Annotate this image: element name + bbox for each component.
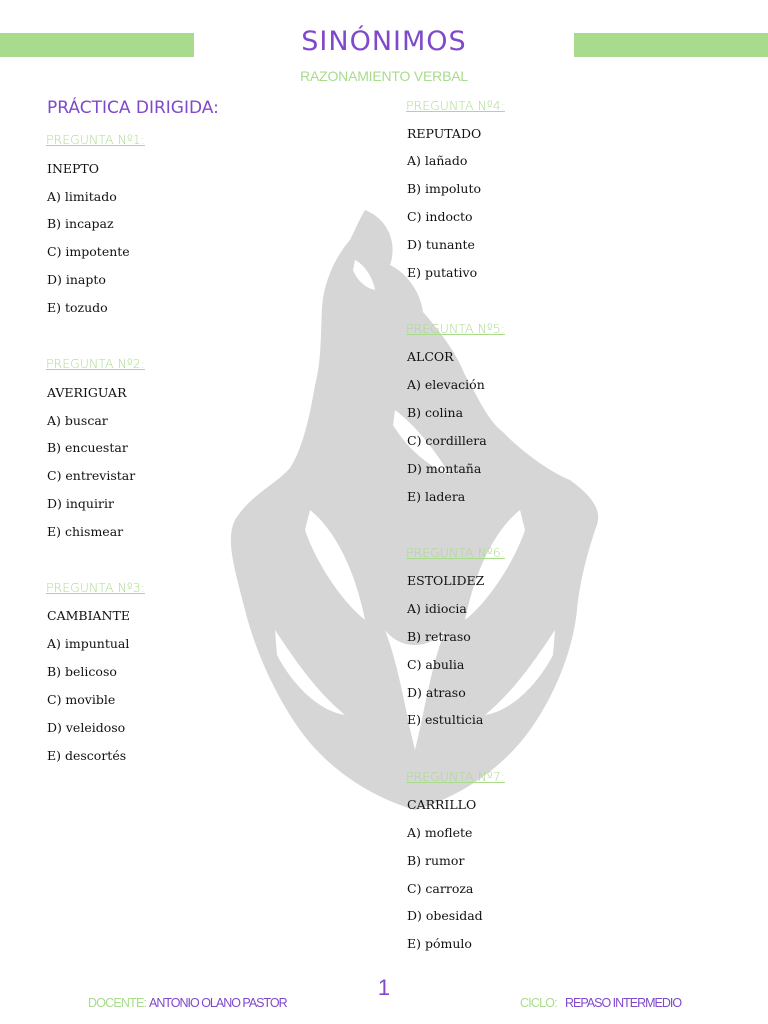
page-number: 1 <box>377 975 391 1000</box>
question-3-option-e: E) descortés <box>47 748 127 763</box>
question-5-word: ALCOR <box>407 349 454 364</box>
question-5-option-b: B) colina <box>407 405 464 420</box>
page-title: SINÓNIMOS <box>301 26 467 57</box>
question-7-label: PREGUNTA Nº7: <box>406 769 505 784</box>
question-2-option-c: C) entrevistar <box>47 468 136 483</box>
question-1-option-b: B) incapaz <box>47 216 114 231</box>
question-3-option-d: D) veleidoso <box>47 720 126 735</box>
question-3-word: CAMBIANTE <box>47 608 130 623</box>
question-7-option-a: A) moflete <box>407 825 473 840</box>
question-1-option-d: D) inapto <box>47 272 106 287</box>
section-heading: PRÁCTICA DIRIGIDA: <box>47 98 219 118</box>
question-1-option-a: A) limitado <box>47 189 117 204</box>
question-4-option-d: D) tunante <box>407 237 475 252</box>
footer-docente-name: ANTONIO OLANO PASTOR <box>149 996 287 1010</box>
question-7-word: CARRILLO <box>407 797 477 812</box>
question-5-option-a: A) elevación <box>407 377 485 392</box>
question-6-option-b: B) retraso <box>407 629 471 644</box>
question-3-option-c: C) movible <box>47 692 116 707</box>
question-3-option-a: A) impuntual <box>47 636 130 651</box>
question-3-label: PREGUNTA Nº3: <box>46 580 145 595</box>
question-4-option-e: E) putativo <box>407 265 478 280</box>
question-1-option-e: E) tozudo <box>47 300 108 315</box>
question-2-label: PREGUNTA Nº2: <box>46 356 145 371</box>
question-4-label: PREGUNTA Nº4: <box>406 98 505 113</box>
question-1-option-c: C) impotente <box>47 244 130 259</box>
question-6-option-c: C) abulia <box>407 657 465 672</box>
question-5-option-e: E) ladera <box>407 489 466 504</box>
question-2-option-d: D) inquirir <box>47 496 114 511</box>
question-7-option-c: C) carroza <box>407 881 474 896</box>
question-7-option-e: E) pómulo <box>407 936 472 951</box>
question-6-option-e: E) estulticia <box>407 712 484 727</box>
question-1-label: PREGUNTA Nº1: <box>46 132 145 147</box>
question-6-word: ESTOLIDEZ <box>407 573 485 588</box>
footer-ciclo-label: CICLO: <box>520 996 557 1010</box>
question-4-option-a: A) lañado <box>407 153 468 168</box>
question-4-option-c: C) indocto <box>407 209 473 224</box>
question-4-word: REPUTADO <box>407 126 482 141</box>
question-2-word: AVERIGUAR <box>47 385 127 400</box>
question-7-option-b: B) rumor <box>407 853 465 868</box>
page-subtitle: RAZONAMIENTO VERBAL <box>300 68 468 84</box>
question-2-option-b: B) encuestar <box>47 440 128 455</box>
question-5-label: PREGUNTA Nº5: <box>406 321 505 336</box>
question-5-option-c: C) cordillera <box>407 433 487 448</box>
question-4-option-b: B) impoluto <box>407 181 482 196</box>
question-6-option-a: A) idiocia <box>407 601 467 616</box>
howling-wolf-icon <box>215 210 615 820</box>
question-2-option-e: E) chismear <box>47 524 124 539</box>
question-2-option-a: A) buscar <box>47 413 108 428</box>
footer-ciclo-value: REPASO INTERMEDIO <box>565 996 682 1010</box>
question-7-option-d: D) obesidad <box>407 908 483 923</box>
footer-docente-label: DOCENTE: <box>88 996 147 1010</box>
question-1-word: INEPTO <box>47 161 99 176</box>
question-6-label: PREGUNTA Nº6: <box>406 545 505 560</box>
question-3-option-b: B) belicoso <box>47 664 117 679</box>
question-6-option-d: D) atraso <box>407 685 466 700</box>
question-5-option-d: D) montaña <box>407 461 482 476</box>
